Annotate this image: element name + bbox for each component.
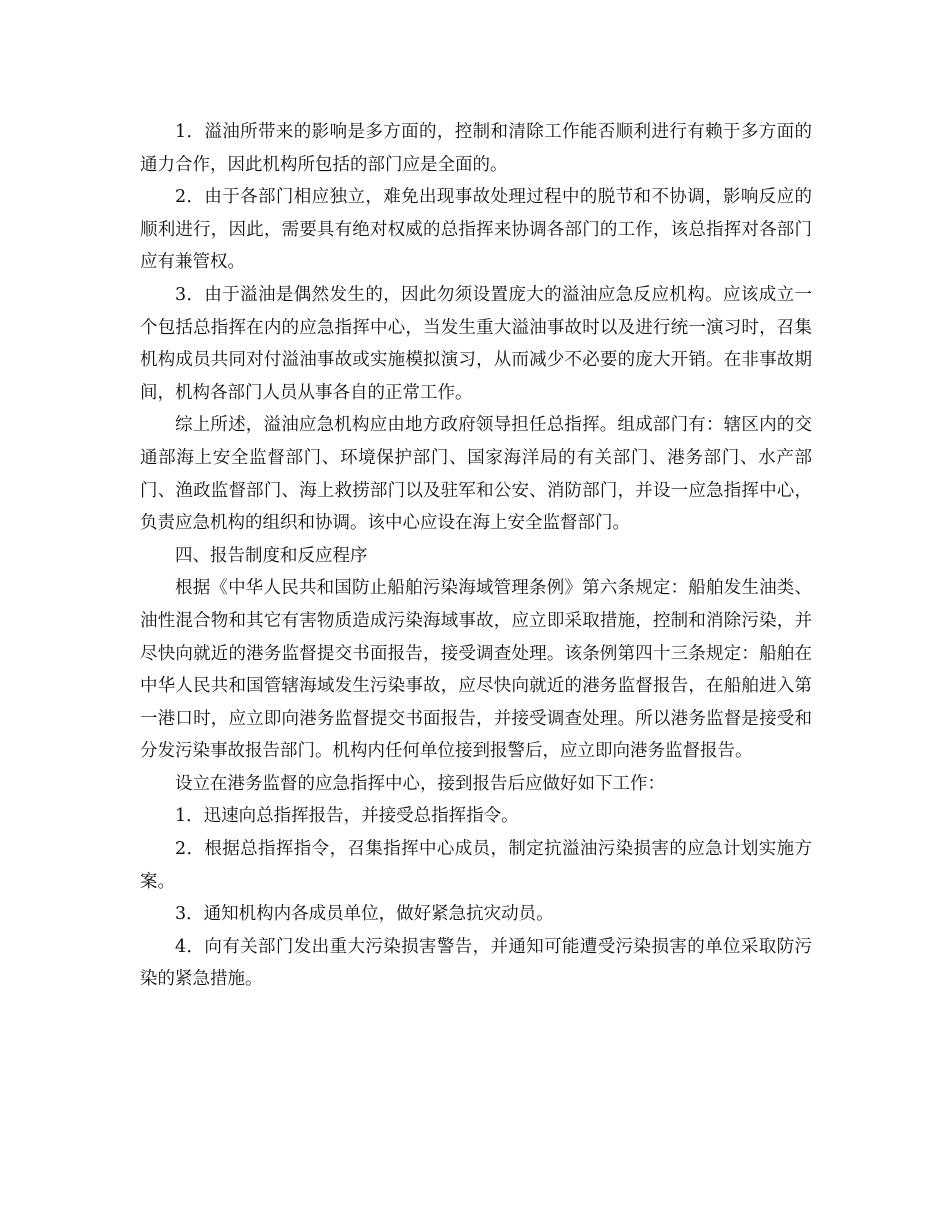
paragraph-step-2: 2．根据总指挥指令，召集指挥中心成员，制定抗溢油污染损害的应急计划实施方案。: [140, 839, 812, 892]
paragraph-command-center: 设立在港务监督的应急指挥中心，接到报告后应做好如下工作：: [175, 773, 665, 794]
paragraph-summary: 综上所述，溢油应急机构应由地方政府领导担任总指挥。组成部门有：辖区内的交通部海上安全监督部门、环境保护部门、国家海洋局的有关部门、港务部门、水产部门、渔政监督部门、海上救捞部门以及驻军和公安、消防部门，并设一应急指挥中心，负责应急机构的组织和协调。该中心应设在海上安全监督部门。: [140, 415, 812, 534]
paragraph-measure-3: 3．由于溢油是偶然发生的，因此勿须设置庞大的溢油应急反应机构。应该成立一个包括总指挥在内的应急指挥中心，当发生重大溢油事故时以及进行统一演习时，召集机构成员共同对付溢油事故或实施模拟演习，从而减少不必要的庞大开销。在非事故期间，机构各部门人员从事各自的正常工作。: [140, 284, 812, 403]
paragraph-measure-1: 1．溢油所带来的影响是多方面的，控制和清除工作能否顺利进行有赖于多方面的通力合作，因此机构所包括的部门应是全面的。: [140, 122, 812, 175]
section-heading: 四、报告制度和反应程序: [175, 545, 368, 566]
paragraph-measure-2: 2．由于各部门相应独立，难免出现事故处理过程中的脱节和不协调，影响反应的顺利进行，因此，需要具有绝对权威的总指挥来协调各部门的工作，该总指挥对各部门应有兼管权。: [140, 187, 812, 273]
paragraph-regulation: 根据《中华人民共和国防止船舶污染海域管理条例》第六条规定：船舶发生油类、油性混合物和其它有害物质造成污染海域事故，应立即采取措施，控制和消除污染，并尽快向就近的港务监督提交书面报告，接受调查处理。该条例第四十三条规定：船舶在中华人民共和国管辖海域发生污染事故，应尽快向就近的港务监督报告，在船舶进入第一港口时，应立即向港务监督提交书面报告，并接受调查处理。所以港务监督是接受和分发污染事故报告部门。机构内任何单位接到报警后，应立即向港务监督报告。: [140, 578, 812, 762]
paragraph-step-4: 4．向有关部门发出重大污染损害警告，并通知可能遭受污染损害的单位采取防污染的紧急措施。: [140, 936, 812, 990]
document-body: [140, 116, 812, 996]
paragraph-step-3: 3．通知机构内各成员单位，做好紧急抗灾动员。: [175, 904, 554, 925]
paragraph-step-1: 1．迅速向总指挥报告，并接受总指挥指令。: [175, 806, 519, 827]
